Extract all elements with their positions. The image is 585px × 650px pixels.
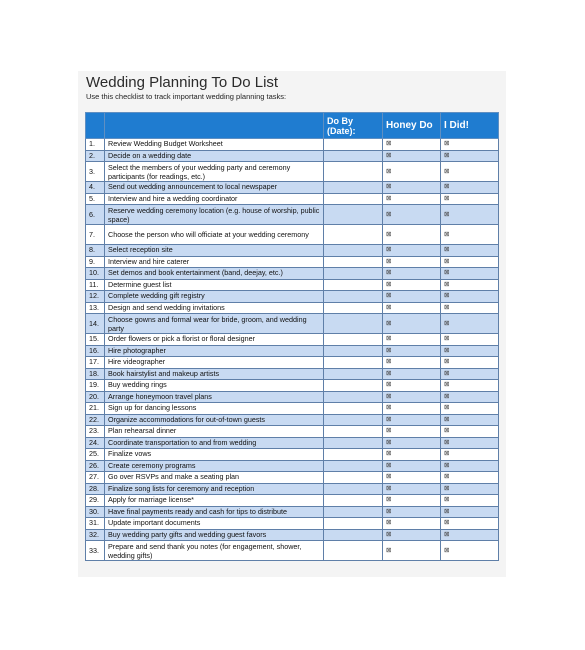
task-label: Order flowers or pick a florist or floral designer: [105, 334, 324, 346]
table-row: [86, 380, 499, 392]
task-label: Choose gowns and formal wear for bride, groom, and wedding party: [105, 314, 324, 334]
table-row: [86, 245, 499, 257]
do-by-date-cell[interactable]: [324, 314, 383, 334]
do-by-date-cell[interactable]: [324, 182, 383, 194]
honey-do-checkbox[interactable]: ⊠: [383, 182, 441, 194]
task-number: 30.: [86, 506, 105, 518]
do-by-date-cell[interactable]: [324, 483, 383, 495]
table-row: [86, 460, 499, 472]
do-by-date-cell[interactable]: [324, 302, 383, 314]
task-label: Go over RSVPs and make a seating plan: [105, 472, 324, 484]
honey-do-checkbox[interactable]: ⊠: [383, 193, 441, 205]
do-by-date-cell[interactable]: [324, 380, 383, 392]
task-label: Finalize vows: [105, 449, 324, 461]
i-did-checkbox[interactable]: ⊠: [441, 449, 499, 461]
table-row: [86, 472, 499, 484]
header-i-did: I Did!: [441, 113, 499, 139]
table-row: [86, 368, 499, 380]
do-by-date-cell[interactable]: [324, 414, 383, 426]
task-number: 2.: [86, 150, 105, 162]
honey-do-checkbox[interactable]: ⊠: [383, 205, 441, 225]
task-label: Determine guest list: [105, 279, 324, 291]
task-label: Send out wedding announcement to local newspaper: [105, 182, 324, 194]
do-by-date-cell[interactable]: [324, 268, 383, 280]
i-did-checkbox[interactable]: ⊠: [441, 279, 499, 291]
table-row: [86, 279, 499, 291]
header-do-by: Do By (Date):: [324, 113, 383, 139]
honey-do-checkbox[interactable]: ⊠: [383, 437, 441, 449]
task-label: Prepare and send thank you notes (for engagement, shower, wedding gifts): [105, 541, 324, 561]
task-label: Have final payments ready and cash for tips to distribute: [105, 506, 324, 518]
task-number: 18.: [86, 368, 105, 380]
honey-do-checkbox[interactable]: ⊠: [383, 414, 441, 426]
honey-do-checkbox[interactable]: ⊠: [383, 256, 441, 268]
task-number: 16.: [86, 345, 105, 357]
task-label: Choose the person who will officiate at your wedding ceremony: [105, 225, 324, 245]
task-label: Book hairstylist and makeup artists: [105, 368, 324, 380]
i-did-checkbox[interactable]: ⊠: [441, 541, 499, 561]
task-number: 27.: [86, 472, 105, 484]
honey-do-checkbox[interactable]: ⊠: [383, 225, 441, 245]
i-did-checkbox[interactable]: ⊠: [441, 162, 499, 182]
honey-do-checkbox[interactable]: ⊠: [383, 460, 441, 472]
i-did-checkbox[interactable]: ⊠: [441, 460, 499, 472]
honey-do-checkbox[interactable]: ⊠: [383, 529, 441, 541]
task-number: 25.: [86, 449, 105, 461]
table-row: [86, 162, 499, 182]
i-did-checkbox[interactable]: ⊠: [441, 426, 499, 438]
i-did-checkbox[interactable]: ⊠: [441, 291, 499, 303]
task-label: Review Wedding Budget Worksheet: [105, 139, 324, 151]
do-by-date-cell[interactable]: [324, 518, 383, 530]
honey-do-checkbox[interactable]: ⊠: [383, 245, 441, 257]
task-label: Interview and hire a wedding coordinator: [105, 193, 324, 205]
i-did-checkbox[interactable]: ⊠: [441, 483, 499, 495]
i-did-checkbox[interactable]: ⊠: [441, 302, 499, 314]
i-did-checkbox[interactable]: ⊠: [441, 506, 499, 518]
task-number: 8.: [86, 245, 105, 257]
i-did-checkbox[interactable]: ⊠: [441, 139, 499, 151]
do-by-date-cell[interactable]: [324, 256, 383, 268]
table-row: [86, 391, 499, 403]
honey-do-checkbox[interactable]: ⊠: [383, 403, 441, 415]
task-number: 12.: [86, 291, 105, 303]
honey-do-checkbox[interactable]: ⊠: [383, 302, 441, 314]
task-number: 3.: [86, 162, 105, 182]
i-did-checkbox[interactable]: ⊠: [441, 334, 499, 346]
task-number: 17.: [86, 357, 105, 369]
task-number: 14.: [86, 314, 105, 334]
task-number: 31.: [86, 518, 105, 530]
do-by-date-cell[interactable]: [324, 426, 383, 438]
table-row: [86, 529, 499, 541]
table-row: [86, 139, 499, 151]
i-did-checkbox[interactable]: ⊠: [441, 357, 499, 369]
honey-do-checkbox[interactable]: ⊠: [383, 483, 441, 495]
table-row: [86, 182, 499, 194]
table-row: [86, 426, 499, 438]
honey-do-checkbox[interactable]: ⊠: [383, 291, 441, 303]
do-by-date-cell[interactable]: [324, 139, 383, 151]
do-by-date-cell[interactable]: [324, 162, 383, 182]
i-did-checkbox[interactable]: ⊠: [441, 518, 499, 530]
task-label: Coordinate transportation to and from wedding: [105, 437, 324, 449]
do-by-date-cell[interactable]: [324, 460, 383, 472]
task-number: 23.: [86, 426, 105, 438]
i-did-checkbox[interactable]: ⊠: [441, 182, 499, 194]
i-did-checkbox[interactable]: ⊠: [441, 314, 499, 334]
task-label: Create ceremony programs: [105, 460, 324, 472]
honey-do-checkbox[interactable]: ⊠: [383, 268, 441, 280]
task-label: Hire photographer: [105, 345, 324, 357]
task-label: Buy wedding party gifts and wedding guest favors: [105, 529, 324, 541]
table-row: [86, 256, 499, 268]
i-did-checkbox[interactable]: ⊠: [441, 268, 499, 280]
do-by-date-cell[interactable]: [324, 291, 383, 303]
i-did-checkbox[interactable]: ⊠: [441, 345, 499, 357]
do-by-date-cell[interactable]: [324, 334, 383, 346]
task-number: 21.: [86, 403, 105, 415]
task-label: Complete wedding gift registry: [105, 291, 324, 303]
task-label: Reserve wedding ceremony location (e.g. house of worship, public space): [105, 205, 324, 225]
task-label: Decide on a wedding date: [105, 150, 324, 162]
honey-do-checkbox[interactable]: ⊠: [383, 426, 441, 438]
table-row: [86, 506, 499, 518]
header-number: [86, 113, 105, 139]
task-number: 13.: [86, 302, 105, 314]
task-number: 33.: [86, 541, 105, 561]
honey-do-checkbox[interactable]: ⊠: [383, 139, 441, 151]
task-number: 11.: [86, 279, 105, 291]
do-by-date-cell[interactable]: [324, 391, 383, 403]
honey-do-checkbox[interactable]: ⊠: [383, 506, 441, 518]
task-label: Organize accommodations for out-of-town guests: [105, 414, 324, 426]
honey-do-checkbox[interactable]: ⊠: [383, 334, 441, 346]
honey-do-checkbox[interactable]: ⊠: [383, 279, 441, 291]
table-row: [86, 291, 499, 303]
i-did-checkbox[interactable]: ⊠: [441, 414, 499, 426]
honey-do-checkbox[interactable]: ⊠: [383, 472, 441, 484]
do-by-date-cell[interactable]: [324, 225, 383, 245]
do-by-date-cell[interactable]: [324, 529, 383, 541]
checklist-sheet: [78, 71, 506, 577]
task-number: 26.: [86, 460, 105, 472]
honey-do-checkbox[interactable]: ⊠: [383, 357, 441, 369]
table-row: [86, 449, 499, 461]
task-number: 24.: [86, 437, 105, 449]
task-label: Apply for marriage license*: [105, 495, 324, 507]
task-label: Update important documents: [105, 518, 324, 530]
task-label: Design and send wedding invitations: [105, 302, 324, 314]
i-did-checkbox[interactable]: ⊠: [441, 150, 499, 162]
table-header-row: [86, 113, 499, 139]
task-number: 1.: [86, 139, 105, 151]
task-number: 20.: [86, 391, 105, 403]
task-label: Set demos and book entertainment (band, deejay, etc.): [105, 268, 324, 280]
table-row: [86, 225, 499, 245]
task-label: Select the members of your wedding party and ceremony participants (for readings, etc.): [105, 162, 324, 182]
checklist-body: [86, 139, 499, 561]
do-by-date-cell[interactable]: [324, 495, 383, 507]
table-row: [86, 518, 499, 530]
i-did-checkbox[interactable]: ⊠: [441, 193, 499, 205]
task-number: 5.: [86, 193, 105, 205]
task-label: Interview and hire caterer: [105, 256, 324, 268]
table-row: [86, 193, 499, 205]
i-did-checkbox[interactable]: ⊠: [441, 380, 499, 392]
page-subtitle: Use this checklist to track important wedding planning tasks:: [86, 92, 287, 101]
honey-do-checkbox[interactable]: ⊠: [383, 518, 441, 530]
i-did-checkbox[interactable]: ⊠: [441, 472, 499, 484]
header-honey-do: Honey Do: [383, 113, 441, 139]
table-row: [86, 414, 499, 426]
do-by-date-cell[interactable]: [324, 205, 383, 225]
honey-do-checkbox[interactable]: ⊠: [383, 541, 441, 561]
page-title: Wedding Planning To Do List: [86, 74, 279, 91]
header-task: [105, 113, 324, 139]
do-by-date-cell[interactable]: [324, 279, 383, 291]
honey-do-checkbox[interactable]: ⊠: [383, 391, 441, 403]
table-row: [86, 314, 499, 334]
i-did-checkbox[interactable]: ⊠: [441, 225, 499, 245]
table-row: [86, 150, 499, 162]
table-row: [86, 541, 499, 561]
honey-do-checkbox[interactable]: ⊠: [383, 345, 441, 357]
i-did-checkbox[interactable]: ⊠: [441, 256, 499, 268]
task-number: 6.: [86, 205, 105, 225]
task-number: 19.: [86, 380, 105, 392]
do-by-date-cell[interactable]: [324, 437, 383, 449]
task-number: 22.: [86, 414, 105, 426]
task-label: Hire videographer: [105, 357, 324, 369]
table-row: [86, 437, 499, 449]
honey-do-checkbox[interactable]: ⊠: [383, 368, 441, 380]
table-row: [86, 302, 499, 314]
table-row: [86, 205, 499, 225]
honey-do-checkbox[interactable]: ⊠: [383, 380, 441, 392]
task-number: 29.: [86, 495, 105, 507]
task-number: 7.: [86, 225, 105, 245]
table-row: [86, 495, 499, 507]
task-label: Arrange honeymoon travel plans: [105, 391, 324, 403]
i-did-checkbox[interactable]: ⊠: [441, 495, 499, 507]
table-row: [86, 334, 499, 346]
do-by-date-cell[interactable]: [324, 541, 383, 561]
do-by-date-cell[interactable]: [324, 245, 383, 257]
i-did-checkbox[interactable]: ⊠: [441, 437, 499, 449]
do-by-date-cell[interactable]: [324, 506, 383, 518]
do-by-date-cell[interactable]: [324, 193, 383, 205]
i-did-checkbox[interactable]: ⊠: [441, 205, 499, 225]
i-did-checkbox[interactable]: ⊠: [441, 529, 499, 541]
do-by-date-cell[interactable]: [324, 357, 383, 369]
i-did-checkbox[interactable]: ⊠: [441, 391, 499, 403]
table-row: [86, 268, 499, 280]
table-row: [86, 357, 499, 369]
task-label: Sign up for dancing lessons: [105, 403, 324, 415]
task-number: 10.: [86, 268, 105, 280]
task-label: Plan rehearsal dinner: [105, 426, 324, 438]
i-did-checkbox[interactable]: ⊠: [441, 368, 499, 380]
task-label: Finalize song lists for ceremony and reception: [105, 483, 324, 495]
do-by-date-cell[interactable]: [324, 472, 383, 484]
do-by-date-cell[interactable]: [324, 403, 383, 415]
i-did-checkbox[interactable]: ⊠: [441, 245, 499, 257]
task-label: Select reception site: [105, 245, 324, 257]
task-label: Buy wedding rings: [105, 380, 324, 392]
task-number: 32.: [86, 529, 105, 541]
task-number: 4.: [86, 182, 105, 194]
task-number: 9.: [86, 256, 105, 268]
honey-do-checkbox[interactable]: ⊠: [383, 495, 441, 507]
checklist-table: [85, 112, 499, 561]
table-row: [86, 403, 499, 415]
honey-do-checkbox[interactable]: ⊠: [383, 449, 441, 461]
do-by-date-cell[interactable]: [324, 150, 383, 162]
do-by-date-cell[interactable]: [324, 368, 383, 380]
do-by-date-cell[interactable]: [324, 449, 383, 461]
honey-do-checkbox[interactable]: ⊠: [383, 314, 441, 334]
do-by-date-cell[interactable]: [324, 345, 383, 357]
honey-do-checkbox[interactable]: ⊠: [383, 162, 441, 182]
task-number: 28.: [86, 483, 105, 495]
table-row: [86, 345, 499, 357]
task-number: 15.: [86, 334, 105, 346]
i-did-checkbox[interactable]: ⊠: [441, 403, 499, 415]
table-row: [86, 483, 499, 495]
honey-do-checkbox[interactable]: ⊠: [383, 150, 441, 162]
